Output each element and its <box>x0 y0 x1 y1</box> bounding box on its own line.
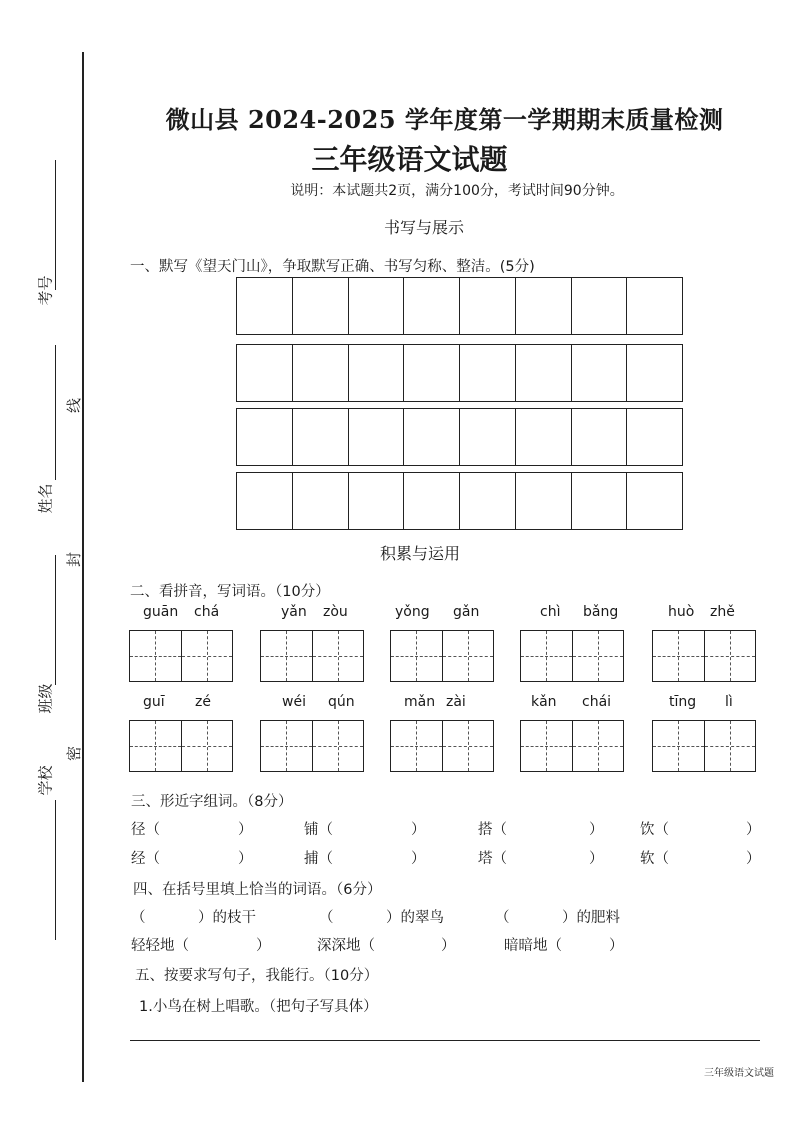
secret-label: 密 <box>65 745 84 762</box>
question-1: 一、默写《望天门山》，争取默写正确、书写匀称、整洁。(5分) <box>130 259 535 275</box>
school-label: 学校 <box>36 765 55 796</box>
tianzige-box[interactable] <box>260 630 364 682</box>
tianzige-box[interactable] <box>520 720 624 772</box>
name-label: 姓名 <box>36 483 55 514</box>
q3-item: 捕（ <box>304 851 333 867</box>
pinyin-label: gǎn <box>453 604 480 620</box>
q3-blank-close[interactable]: ） <box>746 851 761 867</box>
answer-line[interactable] <box>130 1040 760 1041</box>
name-rule <box>55 345 56 480</box>
q4-blank-close[interactable]: ） <box>441 938 456 954</box>
pinyin-label: zhě <box>710 604 735 620</box>
q3-item: 塔（ <box>478 851 507 867</box>
page-footer: 三年级语文试题 <box>704 1068 774 1079</box>
q3-item: 铺（ <box>304 822 333 838</box>
section-writing-title: 书写与展示 <box>384 218 465 237</box>
q3-blank-close[interactable]: ） <box>238 851 253 867</box>
q3-blank-close[interactable]: ） <box>589 822 604 838</box>
question-5-1: 1.小鸟在树上唱歌。（把句子写具体） <box>139 999 378 1015</box>
exam-title: 微山县 2024-2025 学年度第一学期期末质量检测 <box>165 105 724 134</box>
writing-grid-row-1[interactable] <box>236 277 683 335</box>
tianzige-box[interactable] <box>390 630 494 682</box>
pinyin-label: guī <box>143 694 165 710</box>
q4-item: 深深地（ <box>317 938 375 954</box>
pinyin-label: chì <box>540 604 561 620</box>
exam-subtitle: 三年级语文试题 <box>311 143 508 176</box>
pinyin-label: yǎn <box>281 604 307 620</box>
pinyin-label: yǒng <box>395 604 430 620</box>
tianzige-box[interactable] <box>520 630 624 682</box>
q4-item: 暗暗地（ <box>504 938 562 954</box>
pinyin-label: qún <box>328 694 355 710</box>
class-rule <box>55 555 56 685</box>
writing-grid-row-4[interactable] <box>236 472 683 530</box>
q4-item: ）的翠鸟 <box>386 910 444 926</box>
seal-label: 封 <box>65 551 84 568</box>
exam-no-label: 考号 <box>36 275 55 306</box>
pinyin-label: lì <box>725 694 733 710</box>
pinyin-label: chái <box>582 694 612 710</box>
writing-grid-row-2[interactable] <box>236 344 683 402</box>
q4-item: ）的枝干 <box>198 910 256 926</box>
q4-blank-close[interactable]: ） <box>256 938 271 954</box>
class-label: 班级 <box>36 683 55 714</box>
question-5: 五、按要求写句子，我能行。（10分） <box>135 968 379 984</box>
q4-blank-open[interactable]: （ <box>495 910 510 926</box>
q3-item: 搭（ <box>478 822 507 838</box>
q3-item: 饮（ <box>640 822 669 838</box>
tianzige-box[interactable] <box>652 630 756 682</box>
pinyin-label: tīng <box>669 694 697 710</box>
pinyin-label: chá <box>194 604 220 620</box>
pinyin-label: zài <box>446 694 466 710</box>
q3-item: 软（ <box>640 851 669 867</box>
pinyin-label: wéi <box>282 694 306 710</box>
question-3: 三、形近字组词。（8分） <box>131 794 293 810</box>
q4-blank-open[interactable]: （ <box>319 910 334 926</box>
q3-item: 径（ <box>131 822 160 838</box>
question-2: 二、看拼音，写词语。（10分） <box>130 584 330 600</box>
tianzige-box[interactable] <box>652 720 756 772</box>
q4-blank-open[interactable]: （ <box>131 910 146 926</box>
tianzige-box[interactable] <box>260 720 364 772</box>
pinyin-label: zé <box>195 694 211 710</box>
q3-blank-close[interactable]: ） <box>411 851 426 867</box>
line-label: 线 <box>65 397 84 414</box>
exam-note: 说明：本试题共2页，满分100分，考试时间90分钟。 <box>290 183 624 199</box>
q3-blank-close[interactable]: ） <box>238 822 253 838</box>
tianzige-box[interactable] <box>129 630 233 682</box>
pinyin-label: huò <box>668 604 695 620</box>
writing-grid-row-3[interactable] <box>236 408 683 466</box>
q4-item: ）的肥料 <box>562 910 620 926</box>
q3-blank-close[interactable]: ） <box>746 822 761 838</box>
q4-item: 轻轻地（ <box>131 938 189 954</box>
tianzige-box[interactable] <box>390 720 494 772</box>
q3-blank-close[interactable]: ） <box>411 822 426 838</box>
school-rule <box>55 800 56 940</box>
pinyin-label: bǎng <box>583 604 619 620</box>
pinyin-label: guān <box>143 604 179 620</box>
q3-blank-close[interactable]: ） <box>589 851 604 867</box>
pinyin-label: zòu <box>323 604 348 620</box>
question-4: 四、在括号里填上恰当的词语。（6分） <box>133 882 382 898</box>
pinyin-label: mǎn <box>404 694 436 710</box>
q3-item: 经（ <box>131 851 160 867</box>
section-accumulation-title: 积累与运用 <box>380 544 461 563</box>
tianzige-box[interactable] <box>129 720 233 772</box>
q4-blank-close[interactable]: ） <box>609 938 624 954</box>
pinyin-label: kǎn <box>531 694 557 710</box>
